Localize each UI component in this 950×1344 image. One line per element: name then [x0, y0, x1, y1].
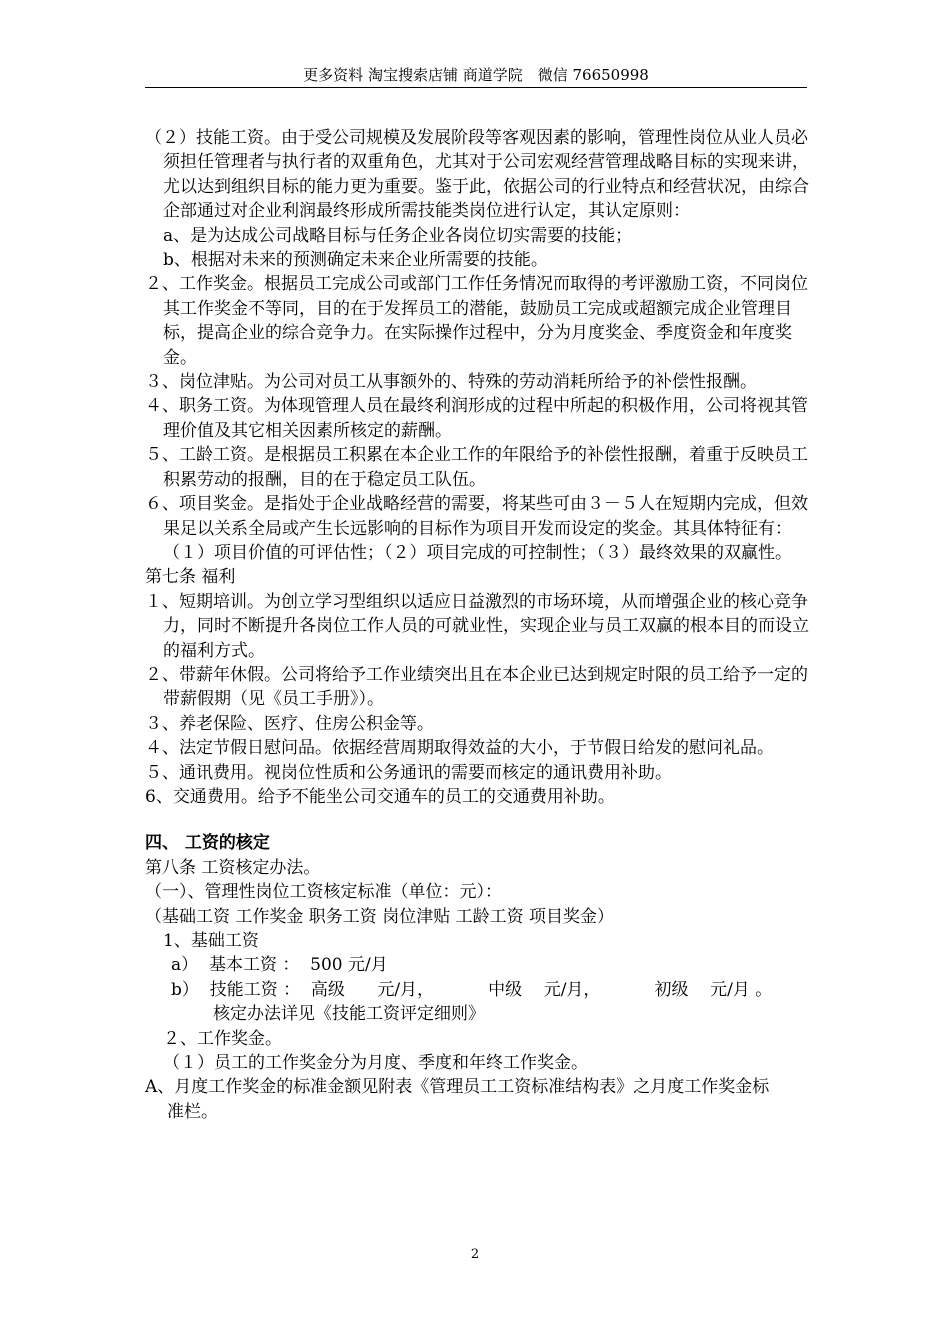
header-rule [145, 87, 807, 88]
base-wage-line: a） 基本工资 ： 500 元/月 [171, 955, 388, 976]
principle-b: b、根据对未来的预测确定未来企业所需要的技能。 [163, 250, 548, 271]
paragraph-paid-leave: ２、带薪年休假。公司将给予工作业绩突出且在本企业已达到规定时限的员工给予一定的带薪假期（见《员工手册》）。 [145, 664, 808, 710]
principle-a: a、是为达成公司战略目标与任务企业各岗位切实需要的技能； [163, 225, 633, 246]
salary-standard-title: （一）、管理性岗位工资核定标准（单位：元）： [145, 882, 502, 903]
salary-components: （基础工资 工作奖金 职务工资 岗位津贴 工龄工资 项目奖金） [145, 906, 615, 927]
page-number: 2 [470, 1247, 480, 1262]
paragraph-work-bonus: ２、工作奖金。根据员工完成公司或部门工作任务情况而取得的考评激励工资，不同岗位其工作奖金不等同，目的在于发挥员工的潜能，鼓励员工完成或超额完成企业管理目标，提高企业的综合竞争力。在实际操作过程中，分为月度奖金、季度资金和年度奖金。 [145, 274, 808, 368]
paragraph-communication: ５、通讯费用。视岗位性质和公务通讯的需要而核定的通讯费用补助。 [145, 762, 672, 783]
document-body [145, 126, 815, 1124]
paragraph-project-bonus: ６、项目奖金。是指处于企业战略经营的需要，将某些可由３－５人在短期内完成，但效果足以关系全局或产生长远影响的目标作为项目开发而设定的奖金。其具体特征有：（１）项目价值的可评估性；（２）项目完成的可控制性；（３）最终效果的双赢性。 [145, 494, 808, 563]
paragraph-insurance: ３、养老保险、医疗、住房公积金等。 [145, 713, 434, 734]
paragraph-transport: 6、交通费用。给予不能坐公司交通车的员工的交通费用补助。 [145, 786, 615, 807]
article-seven-title: 第七条 福利 [145, 567, 236, 588]
monthly-bonus-standard: A、月度工作奖金的标准金额见附表《管理员工工资标准结构表》之月度工作奖金标准栏。 [145, 1077, 770, 1122]
page-header: 更多资料 淘宝搜索店铺 商道学院 微信 76650998 [303, 66, 649, 84]
paragraph-training: １、短期培训。为创立学习型组织以适应日益激烈的市场环境，从而增强企业的核心竞争力，同时不断提升各岗位工作人员的可就业性，实现企业与员工双赢的根本目的而设立的福利方式。 [145, 591, 809, 661]
skill-wage-line: b） 技能工资 ： 高级 元/月， 中级 元/月， 初级 元/月 。 [171, 979, 773, 1000]
paragraph-seniority-wage: ５、工龄工资。是根据员工积累在本企业工作的年限给予的补偿性报酬，着重于反映员工积累劳动的报酬，目的在于稳定员工队伍。 [145, 445, 808, 490]
skill-wage-rules: 核定办法详见《技能工资评定细则》 [213, 1004, 485, 1025]
paragraph-post-allowance: ３、岗位津贴。为公司对员工从事额外的、特殊的劳动消耗所给予的补偿性报酬。 [145, 372, 757, 393]
paragraph-skill-wage: （２）技能工资。由于受公司规模及发展阶段等客观因素的影响，管理性岗位从业人员必须担任管理者与执行者的双重角色，尤其对于公司宏观经营管理战略目标的实现来讲，尤以达到组织目标的能力更为重要。鉴于此，依据公司的行业特点和经营状况，由综合企部通过对企业利润最终形成所需技能类岗位进行认定，其认定原则： [145, 128, 809, 222]
paragraph-holiday-gifts: ４、法定节假日慰问品。依据经营周期取得效益的大小，于节假日给发的慰问礼品。 [145, 738, 774, 759]
paragraph-position-wage: ４、职务工资。为体现管理人员在最终利润形成的过程中所起的积极作用，公司将视其管理价值及其它相关因素所核定的薪酬。 [145, 396, 808, 441]
section-four-title: 四、 工资的核定 [145, 833, 270, 854]
article-eight-title: 第八条 工资核定办法。 [145, 857, 321, 878]
bonus-types: （１）员工的工作奖金分为月度、季度和年终工作奖金。 [163, 1053, 588, 1074]
work-bonus-heading: ２、工作奖金。 [163, 1028, 282, 1049]
basic-salary-heading: 1、基础工资 [163, 931, 259, 951]
